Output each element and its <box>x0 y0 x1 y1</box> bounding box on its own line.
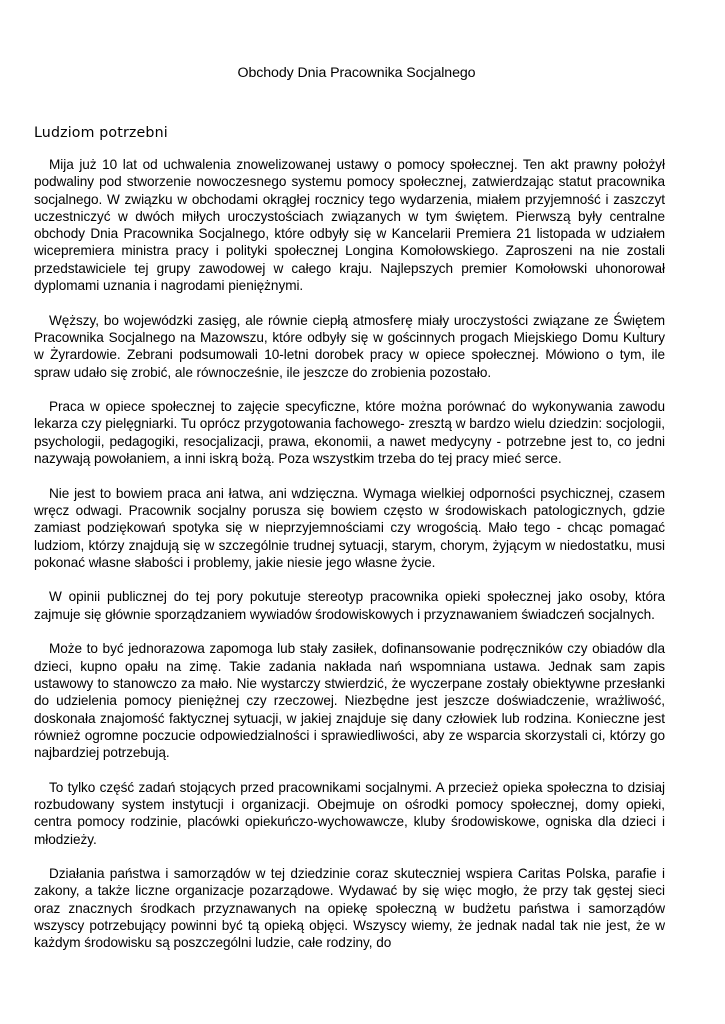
paragraph-6: Może to być jednorazowa zapomoga lub stały zasiłek, dofinansowanie podręczników czy obiadów dla dzieci, kupno opału na zimę. Takie zadania nakłada nań wspomniana ustawa. Jednak sam zapis ustawowy to stanowczo za mało. Nie wystarczy stwierdzić, że wyczerpane zostały obiektywne przesłanki do udzielenia pomocy pieniężnej czy rzeczowej. Niezbędne jest jeszcze doświadczenie, wrażliwość, doskonała znajomość faktycznej sytuacji, w jakiej znajduje się dany człowiek lub rodzina. Konieczne jest również ogromne poczucie odpowiedzialności i sprawiedliwości, aby ze wsparcia skorzystali ci, którzy go najbardziej potrzebują. <box>34 641 665 761</box>
document-title: Obchody Dnia Pracownika Socjalnego <box>237 65 476 81</box>
paragraph-1: Mija już 10 lat od uchwalenia znowelizowanej ustawy o pomocy społecznej. Ten akt prawny położył podwaliny pod stworzenie nowoczesnego systemu pomocy społecznej, zatwierdzając statut pracownika socjalnego. W związku w obchodami okrągłej rocznicy tego wydarzenia, miałem przyjemność i zaszczyt uczestniczyć w dwóch miłych uroczystościach związanych w tym świętem. Pierwszą były centralne obchody Dnia Pracownika Socjalnego, które odbyły się w Kancelarii Premiera 21 listopada w udziałem wicepremiera ministra pracy i polityki społecznej Longina Komołowskiego. Zaproszeni na nie zostali przedstawiciele tej grupy zawodowej w całego kraju. Najlepszych premier Komołowski uhonorował dyplomami uznania i nagrodami pieniężnymi. <box>34 157 665 294</box>
paragraph-5: W opinii publicznej do tej pory pokutuje stereotyp pracownika opieki społecznej jako osoby, która zajmuje się głównie sporządzaniem wywiadów środowiskowych i przyznawaniem świadczeń socjalnych. <box>34 589 665 622</box>
paragraph-2: Węższy, bo wojewódzki zasięg, ale równie ciepłą atmosferę miały uroczystości związane ze Świętem Pracownika Socjalnego na Mazowszu, które odbyły się w gościnnych progach Miejskiego Domu Kultury w Żyrardowie. Zebrani podsumowali 10-letni dorobek pracy w opiece społecznej. Mówiono o tym, ile spraw udało się zrobić, ale równocześnie, ile jeszcze do zrobienia pozostało. <box>34 312 665 380</box>
paragraph-4: Nie jest to bowiem praca ani łatwa, ani wdzięczna. Wymaga wielkiej odporności psychicznej, czasem wręcz odwagi. Pracownik socjalny porusza się bowiem często w środowiskach patologicznych, gdzie zamiast podziękowań spotyka się w nieprzyjemnościami czy wrogością. Mało tego - chcąc pomagać ludziom, którzy znajdują się w szczególnie trudnej sytuacji, starym, chorym, żyjącym w niedostatku, musi pokonać własne słabości i problemy, jakie niesie jego własne życie. <box>34 485 665 570</box>
paragraph-8: Działania państwa i samorządów w tej dziedzinie coraz skuteczniej wspiera Caritas Polska, parafie i zakony, a także liczne organizacje pozarządowe. Wydawać by się więc mogło, że przy tak gęstej sieci oraz znacznych środkach przyznawanych na opiekę społeczną w budżetu państwa i samorządów wszyscy potrzebujący powinni być tą opieką objęci. Wszyscy wiemy, że jednak nadal tak nie jest, że w każdym środowisku są poszczególni ludzie, całe rodziny, do <box>34 866 665 951</box>
paragraph-3: Praca w opiece społecznej to zajęcie specyficzne, które można porównać do wykonywania zawodu lekarza czy pielęgniarki. Tu oprócz przygotowania fachowego- zresztą w bardzo wielu dziedzin: socjologii, psychologii, pedagogiki, resocjalizacji, prawa, ekonomii, a nawet medycyny - potrzebne jest to, co jedni nazywają powołaniem, a inni iskrą bożą. Poza wszystkim trzeba do tej pracy mieć serce. <box>34 399 665 467</box>
paragraph-7: To tylko część zadań stojących przed pracownikami socjalnymi. A przecież opieka społeczna to dzisiaj rozbudowany system instytucji i organizacji. Obejmuje on ośrodki pomocy społecznej, domy opieki, centra pomocy rodzinie, placówki opiekuńczo-wychowawcze, kluby środowiskowe, ogniska dla dzieci i młodzieży. <box>34 779 665 847</box>
article-subtitle: Ludziom potrzebni <box>34 125 168 141</box>
